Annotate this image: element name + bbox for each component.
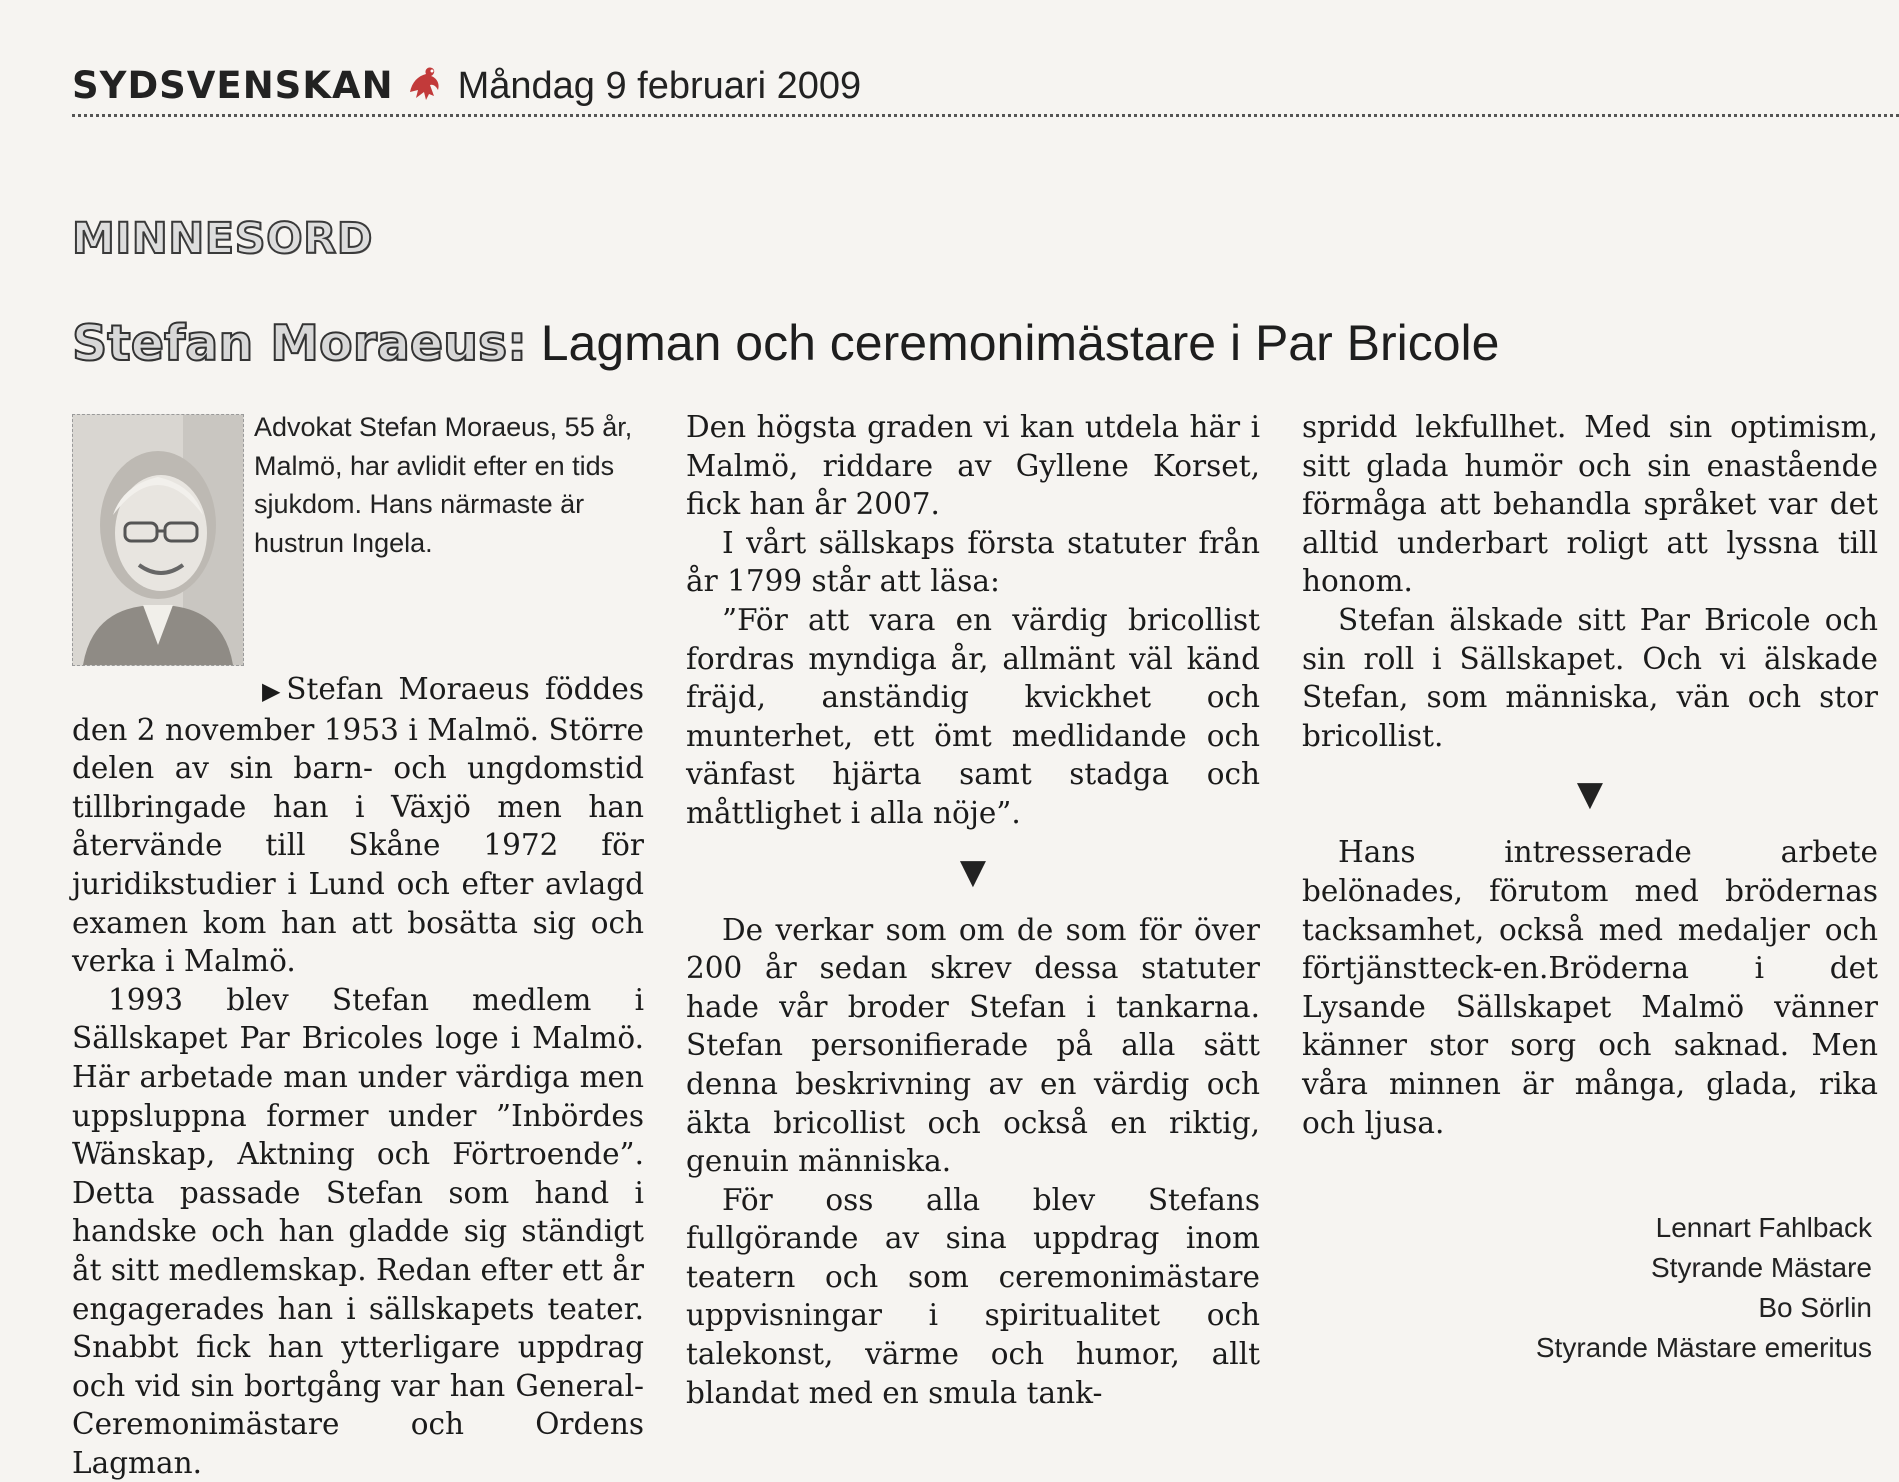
section-separator-icon: ▼	[959, 851, 987, 892]
article-headline	[72, 312, 1872, 375]
col1-paragraph-1-start: Stefan Moraeus föddes den 2 november 1953 i Malmö. Större delen av sin barn- och ungdomstid tillbringade han i Växjö men han återvände till Skåne 1972 för juridikstudier i Lund och efter avlagd examen kom han att bosätta sig och verka i Malmö.	[72, 672, 644, 979]
paragraph-marker-icon: ▶	[262, 677, 287, 705]
headline-rest: Lagman och ceremonimästare i Par Bricole	[526, 315, 1500, 371]
article-column-3	[1302, 408, 1878, 1142]
signature-name: Bo Sörlin	[1758, 1292, 1872, 1323]
signature-title: Styrande Mästare emeritus	[1535, 1332, 1872, 1363]
section-separator-icon: ▼	[1576, 774, 1604, 815]
portrait-photo-icon	[72, 414, 244, 666]
article-column-2	[686, 408, 1260, 1412]
col2-paragraph-2: I vårt sällskaps första statuter från år 1799 står att läsa:	[686, 525, 1260, 599]
signature-name: Lennart Fahlback	[1655, 1212, 1872, 1243]
col3-paragraph-3: Hans intresserade arbete belönades, förutom med brödernas tacksamhet, också med medaljer och förtjänstteck-en.Bröderna i det Lysande Sällskapet Malmö vänner känner stor sorg och saknad. Men våra minnen är många, glada, rika och ljusa.	[1302, 835, 1878, 1140]
col3-paragraph-1: spridd lekfullhet. Med sin optimism, sitt glada humör och sin enastående förmåga att behandla språket var det alltid underbart roligt att lyssna till honom.	[1302, 410, 1878, 599]
headline-name: Stefan Moraeus:	[72, 315, 527, 372]
brand-name: SYDSVENSKAN	[72, 64, 394, 107]
col2-quote: ”För att vara en värdig bricollist fordras myndiga år, allmänt väl känd fräjd, anständig kvickhet och munterhet, ett ömt medlidande och vänfast hjärta samt stadga och måttlighet i alla nöje”.	[686, 602, 1260, 830]
col2-paragraph-1: Den högsta graden vi kan utdela här i Malmö, riddare av Gyllene Korset, fick han år 2007.	[686, 410, 1260, 522]
col2-paragraph-5: För oss alla blev Stefans fullgörande av sina uppdrag inom teatern och som ceremonimästare uppvisningar i spiritualitet och talekonst, värme och humor, allt blandat med en smula tank-	[686, 1182, 1260, 1410]
issue-date: Måndag 9 februari 2009	[457, 65, 862, 107]
signature-title: Styrande Mästare	[1651, 1252, 1872, 1283]
masthead-divider	[72, 114, 1899, 117]
signature-block	[1536, 1208, 1872, 1368]
masthead	[72, 56, 861, 108]
lead-block	[72, 408, 644, 666]
lead-text: Advokat Stefan Moraeus, 55 år, Malmö, har avlidit efter en tids sjukdom. Hans närmaste är hustrun Ingela.	[254, 412, 633, 558]
col3-paragraph-2: Stefan älskade sitt Par Bricole och sin roll i Sällskapet. Och vi älskade Stefan, som människa, vän och stor bricollist.	[1302, 602, 1878, 753]
col2-paragraph-4: De verkar som om de som för över 200 år sedan skrev dessa statuter hade vår broder Stefan i tankarna. Stefan personifierade på alla sätt denna beskrivning av en värdig och äkta bricollist och också en riktig, genuin människa.	[686, 912, 1260, 1179]
col1-paragraph-2: 1993 blev Stefan medlem i Sällskapet Par Bricoles loge i Malmö. Här arbetade man under värdiga men uppsluppna former under ”Inbördes Wänskap, Aktning och Förtroende”. Detta passade Stefan som hand i handske och han gladde sig ständigt åt sitt medlemskap. Redan efter ett år engagerades han i sällskapets teater. Snabbt fick han ytterligare uppdrag och vid sin bortgång var han General-Ceremonimästare och Ordens Lagman.	[72, 982, 644, 1480]
griffin-logo-icon	[402, 62, 446, 106]
article-column-1	[72, 408, 644, 1482]
section-kicker: MINNESORD	[72, 214, 373, 264]
